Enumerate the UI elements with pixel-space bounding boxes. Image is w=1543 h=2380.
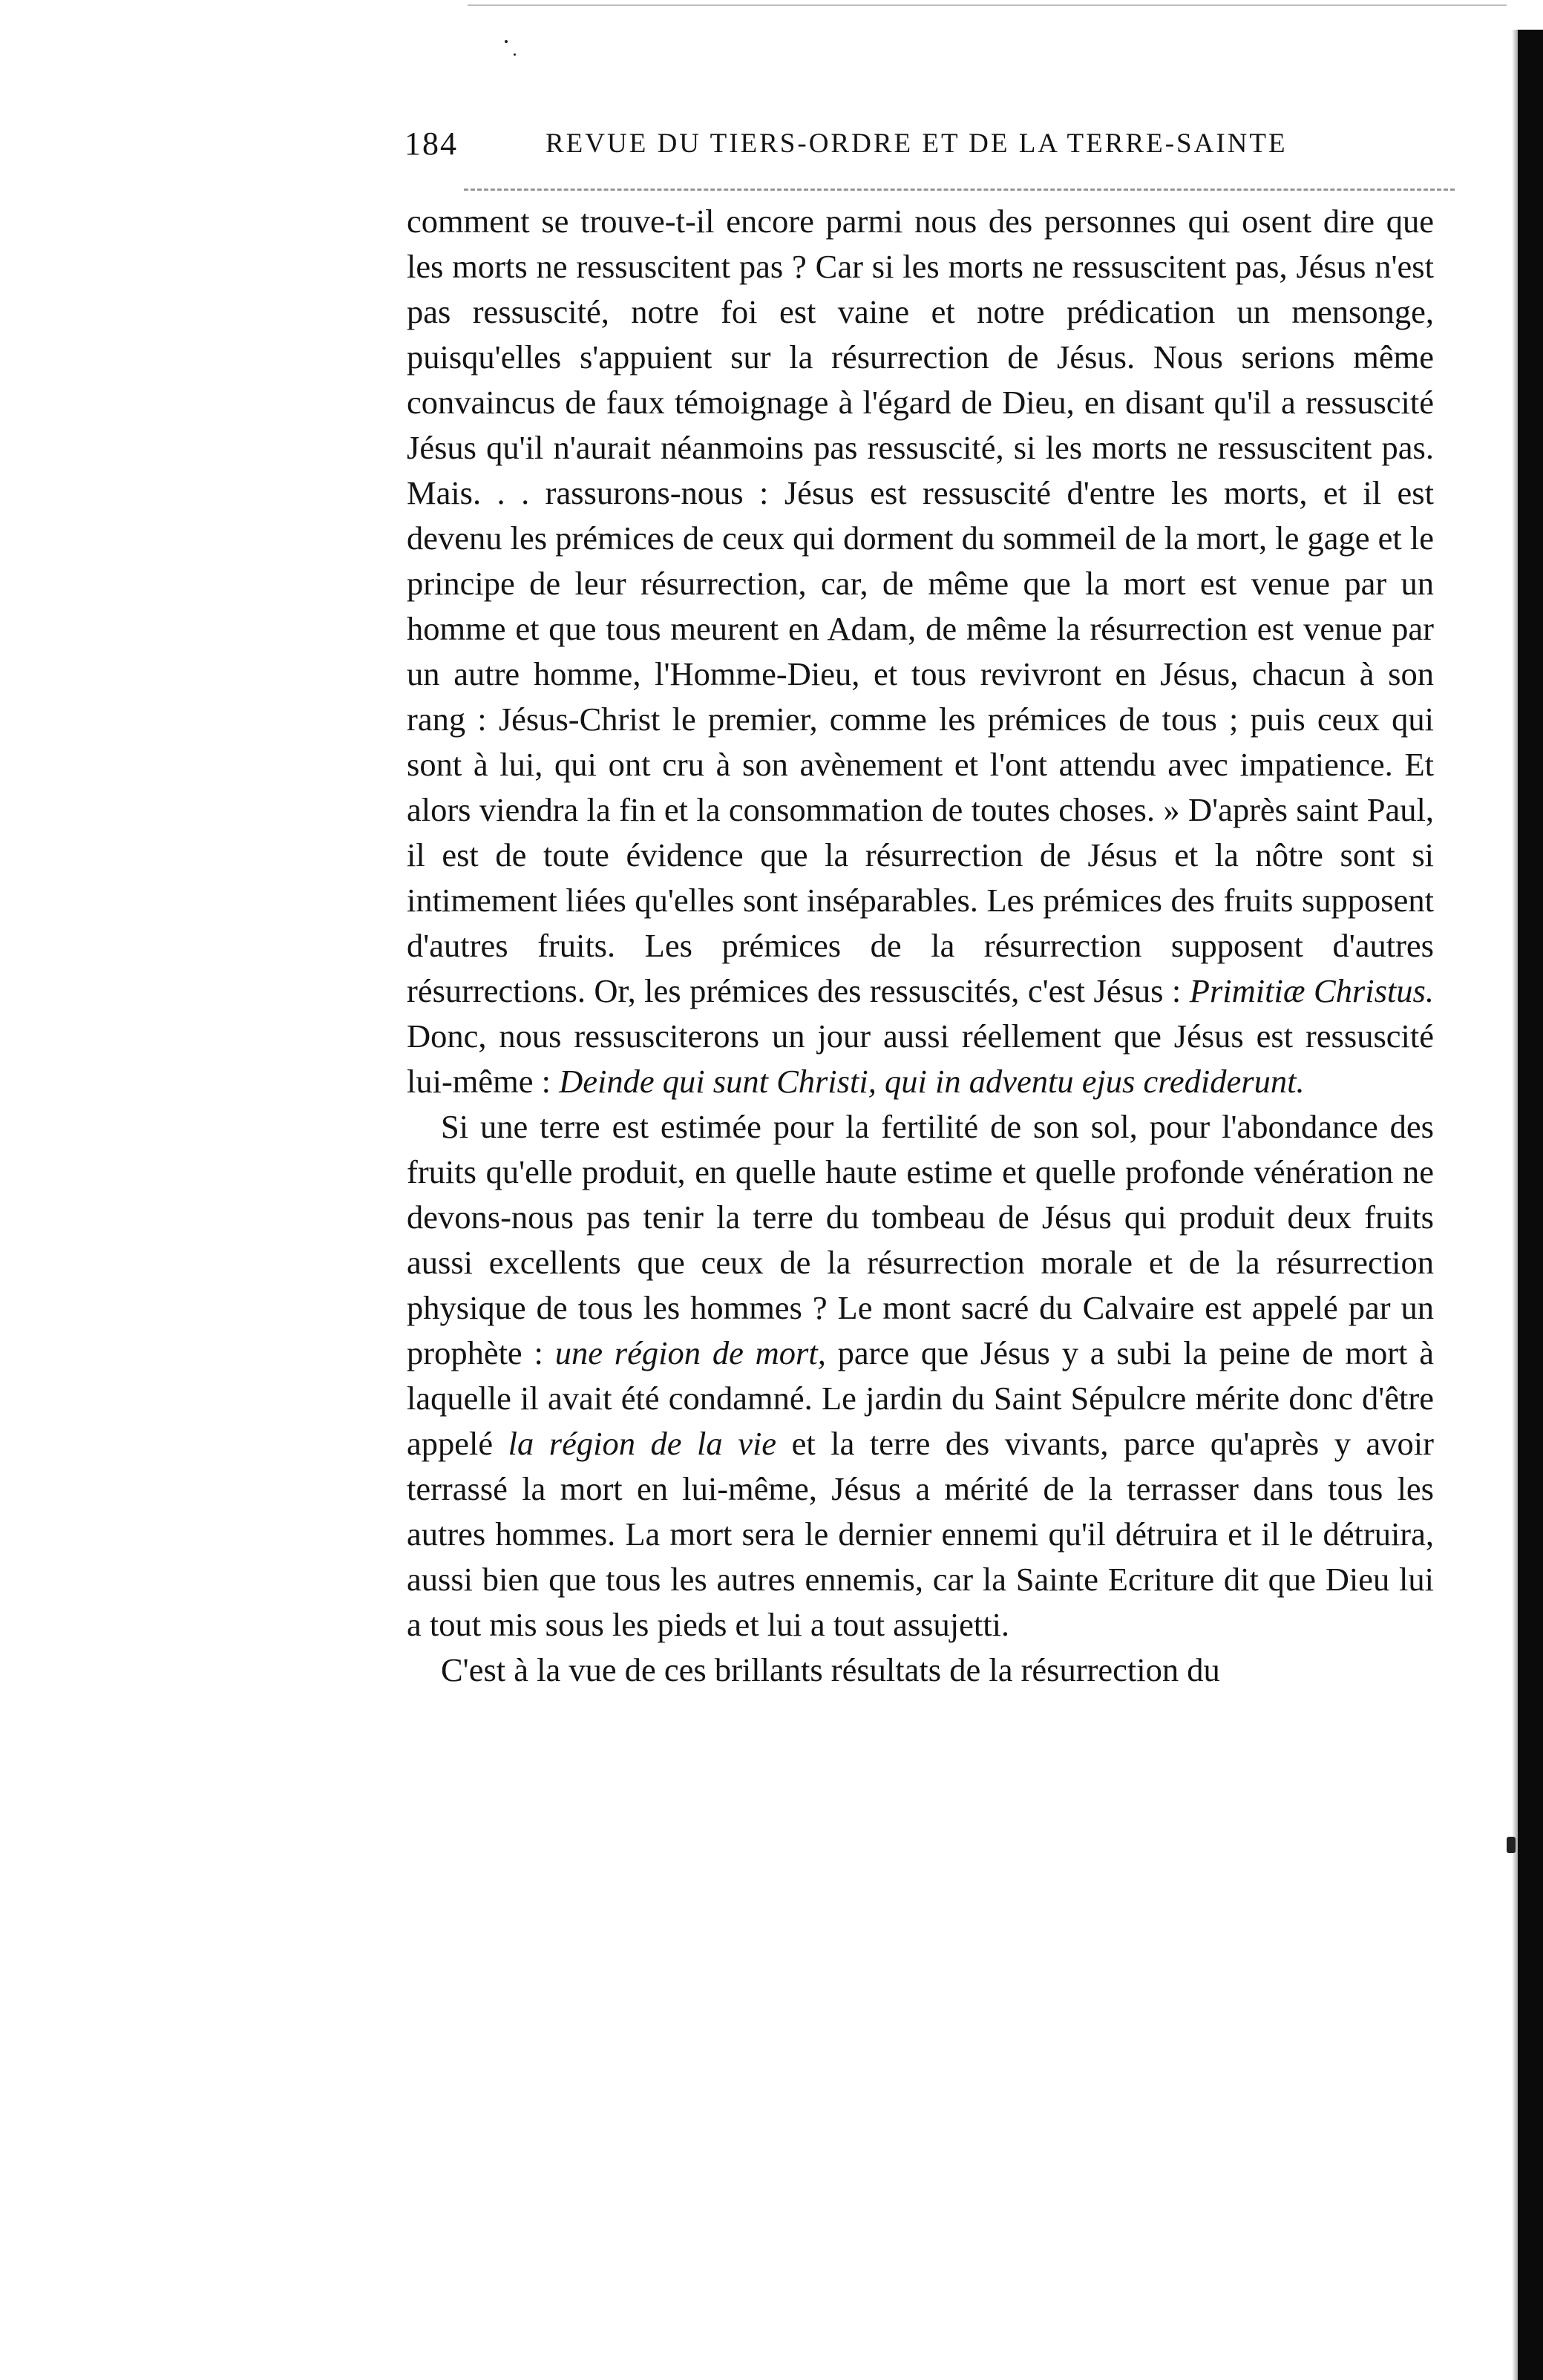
header-rule <box>464 189 1455 191</box>
text-segment: et la terre des vivants, parce qu'après y avoir terrassé la mort en lui-même, Jésus a mérité de la terrasser dans tous les autres hommes. La mort sera le dernier ennemi qu'il détruira et il le détruira, aussi bien que tous les autres ennemis, car la Sainte Ecriture dit que Dieu lui a tout mis sous les pieds et lui a tout assujetti. <box>407 1425 1434 1643</box>
right-edge-shadow <box>1512 30 1518 2380</box>
body-text <box>407 199 1434 1693</box>
scan-speck <box>1507 1837 1516 1853</box>
italic-phrase: la région de la vie <box>508 1425 777 1462</box>
paragraph-2 <box>407 1104 1434 1648</box>
italic-phrase: une région de mort, <box>554 1334 826 1371</box>
text-segment: Si une terre est estimée pour la fertilité de son sol, pour l'abondance des fruits qu'elle produit, en quelle haute estime et quelle profonde vénération ne devons-nous pas tenir la terre du tombeau de Jésus qui produit deux fruits aussi excellents que ceux de la résurrection morale et de la résurrection physique de tous les hommes ? Le mont sacré du Calvaire est appelé par un prophète : <box>407 1108 1434 1371</box>
right-scan-border <box>1518 30 1543 2380</box>
text-segment: C'est à la vue de ces brillants résultats de la résurrection du <box>441 1651 1220 1688</box>
running-header <box>404 125 1429 177</box>
text-segment: parce que Jésus y a subi la peine de mort à laquelle il avait été condamné. Le jardin du Saint Sépulcre mérite donc d'être appelé <box>407 1334 1434 1462</box>
latin-quote: Deinde qui sunt Christi, qui in adventu ejus crediderunt. <box>559 1063 1305 1100</box>
top-scan-edge <box>468 4 1507 6</box>
latin-quote: Primitiæ Christus. <box>1189 972 1434 1009</box>
text-segment: comment se trouve-t-il encore parmi nous des personnes qui osent dire que les morts ne ressuscitent pas ? Car si les morts ne ressuscitent pas, Jésus n'est pas ressuscité, notre foi est vaine et notre prédication un mensonge, puisqu'elles s'appuient sur la résurrection de Jésus. Nous serions même convaincus de faux témoignage à l'égard de Dieu, en disant qu'il a ressuscité Jésus qu'il n'aurait néanmoins pas ressuscité, si les morts ne ressuscitent pas. Mais. . . rassurons-nous : Jésus est ressuscité d'entre les morts, et il est devenu les prémices de ceux qui dorment du sommeil de la mort, le gage et le principe de leur résurrection, car, de même que la mort est venue par un homme et que tous meurent en Adam, de même la résurrection est venue par un autre homme, l'Homme-Dieu, et tous revivront en Jésus, chacun à son rang : Jésus-Christ le premier, comme les prémices de tous ; puis ceux qui sont à lui, qui ont cru à son avènement et l'ont attendu avec impatience. Et alors viendra la fin et la consommation de toutes choses. » D'après saint Paul, il est de toute évidence que la résurrection de Jésus et la nôtre sont si intimement liées qu'elles sont inséparables. Les prémices des fruits supposent d'autres fruits. Les prémices de la résurrection supposent d'autres résurrections. Or, les prémices des ressuscités, c'est Jésus : <box>407 203 1434 1009</box>
text-segment: Donc, nous ressusciterons un jour aussi réellement que Jésus est ressuscité lui-même : <box>407 1017 1434 1100</box>
running-title: REVUE DU TIERS-ORDRE ET DE LA TERRE-SAINTE <box>546 128 1288 159</box>
paragraph-3 <box>407 1648 1434 1693</box>
scan-speck <box>505 40 508 43</box>
scan-speck <box>514 53 516 56</box>
page-number: 184 <box>404 125 458 162</box>
paragraph-1 <box>407 199 1434 1104</box>
